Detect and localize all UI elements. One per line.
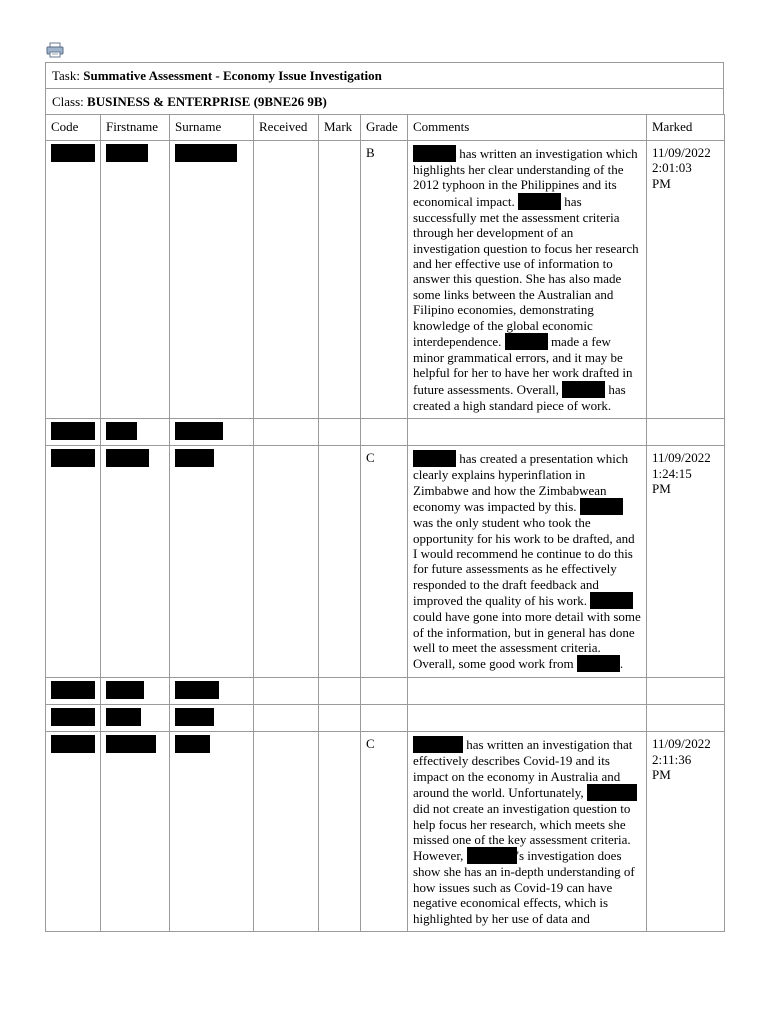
- redacted-name: [587, 784, 637, 801]
- printer-icon[interactable]: [46, 42, 64, 58]
- task-info-table: [45, 62, 724, 115]
- comment-cell: [408, 678, 647, 705]
- table-row: [46, 705, 725, 732]
- firstname-cell: [101, 732, 170, 932]
- marked-time: 2:11:36: [652, 751, 692, 767]
- comment-cell: [408, 705, 647, 732]
- table-row: [46, 678, 725, 705]
- class-label: Class:: [52, 94, 84, 109]
- comment-text: has written an investigation that effectively describes Covid-19 and its impact on the economy in Australia and around the world. Unfortunately,: [413, 737, 633, 801]
- mark-cell: [319, 678, 361, 705]
- received-cell: [254, 141, 319, 419]
- surname-cell: [170, 678, 254, 705]
- comment-text: has successfully met the assessment criteria through her development of an investigation question to focus her research and her effective use of information to answer this question. She has also made some links between the Australian and Filipino economies, demonstrating knowledge of the global economic interdependence.: [413, 193, 639, 350]
- grade-cell: [361, 419, 408, 446]
- code-cell: [46, 732, 101, 932]
- comment-text: did not create an investigation question to help focus her research, which meets she missed one of the key assessment criteria. However,: [413, 801, 631, 864]
- redacted-name: [505, 333, 548, 350]
- received-cell: [254, 446, 319, 678]
- redacted-code: [51, 422, 95, 440]
- table-row: [46, 446, 725, 678]
- comment-text: has created a presentation which clearly explains hyperinflation in Zimbabwe and how the Zimbabwean economy was impacted by this.: [413, 451, 629, 515]
- col-header-grade[interactable]: Grade: [361, 115, 408, 141]
- marked-cell: [647, 678, 725, 705]
- redacted-name: [577, 655, 620, 672]
- marked-date: 11/09/2022: [652, 450, 711, 466]
- firstname-cell: [101, 678, 170, 705]
- col-header-received[interactable]: Received: [254, 115, 319, 141]
- results-table: [45, 114, 725, 932]
- mark-cell: [319, 705, 361, 732]
- marked-time: 1:24:15: [652, 465, 692, 481]
- marked-ampm: PM: [652, 175, 671, 191]
- grade-cell: C: [361, 446, 408, 678]
- page-cutoff: [0, 988, 768, 1024]
- redacted-firstname: [106, 144, 148, 162]
- redacted-surname: [175, 422, 223, 440]
- marked-date: 11/09/2022: [652, 145, 711, 160]
- received-cell: [254, 732, 319, 932]
- comment-text: has written an investigation which highlights her clear understanding of the 2012 typhoon in the Philippines and its economical impact.: [413, 146, 638, 209]
- redacted-firstname: [106, 735, 156, 753]
- task-title: Summative Assessment - Economy Issue Investigation: [83, 68, 382, 83]
- col-header-surname[interactable]: Surname: [170, 115, 254, 141]
- marked-cell: [647, 732, 725, 932]
- surname-cell: [170, 732, 254, 932]
- comment-text: 's investigation does show she has an in-depth understanding of how issues such as Covid-19 can have negative economical effects, which is highlighted by her use of data and: [413, 848, 635, 926]
- mark-cell: [319, 732, 361, 932]
- received-cell: [254, 705, 319, 732]
- col-header-code[interactable]: Code: [46, 115, 101, 141]
- firstname-cell: [101, 141, 170, 419]
- marked-date: 11/09/2022: [652, 736, 711, 752]
- redacted-code: [51, 681, 95, 699]
- redacted-name: [518, 193, 561, 210]
- redacted-firstname: [106, 449, 149, 467]
- received-cell: [254, 678, 319, 705]
- grade-cell: B: [361, 141, 408, 419]
- class-cell: [46, 89, 724, 115]
- redacted-surname: [175, 735, 210, 753]
- comment-cell: [408, 419, 647, 446]
- marked-cell: [647, 705, 725, 732]
- redacted-name: [413, 736, 463, 753]
- redacted-code: [51, 735, 95, 753]
- surname-cell: [170, 446, 254, 678]
- comment-text: .: [619, 656, 624, 672]
- comment-cell: [408, 141, 647, 419]
- comment-cell: [408, 732, 647, 932]
- marked-time: 2:01:03: [652, 160, 692, 176]
- code-cell: [46, 705, 101, 732]
- task-label: Task:: [52, 68, 80, 83]
- redacted-surname: [175, 681, 219, 699]
- redacted-code: [51, 144, 95, 162]
- code-cell: [46, 446, 101, 678]
- code-cell: [46, 141, 101, 419]
- comment-text: made a few minor grammatical errors, and it may be helpful for her to have her work drafted in future assessments. Overall,: [413, 334, 633, 397]
- redacted-surname: [175, 144, 237, 162]
- table-row: [46, 141, 725, 419]
- redacted-firstname: [106, 708, 141, 726]
- mark-cell: [319, 141, 361, 419]
- comment-cell: [408, 446, 647, 678]
- task-cell: [46, 63, 724, 89]
- firstname-cell: [101, 419, 170, 446]
- table-row: [46, 419, 725, 446]
- redacted-name: [413, 450, 456, 467]
- redacted-name: [590, 592, 633, 609]
- class-title: BUSINESS & ENTERPRISE (9BNE26 9B): [87, 94, 327, 109]
- marked-cell: [647, 446, 725, 678]
- marked-cell: [647, 141, 725, 419]
- code-cell: [46, 419, 101, 446]
- grade-cell: [361, 678, 408, 705]
- grade-cell: [361, 705, 408, 732]
- redacted-code: [51, 449, 95, 467]
- comment-text: has created a high standard piece of work.: [413, 381, 626, 413]
- redacted-firstname: [106, 681, 144, 699]
- table-row: [46, 732, 725, 932]
- header-row: [46, 115, 725, 141]
- surname-cell: [170, 419, 254, 446]
- surname-cell: [170, 705, 254, 732]
- comment-text: could have gone into more detail with some of the information, but in general has done well to meet the assessment criteria. Overall, some good work from: [413, 609, 641, 672]
- redacted-name: [467, 847, 517, 864]
- col-header-mark[interactable]: Mark: [319, 115, 361, 141]
- col-header-marked[interactable]: Marked: [647, 115, 725, 141]
- redacted-surname: [175, 708, 214, 726]
- redacted-name: [562, 381, 605, 398]
- mark-cell: [319, 446, 361, 678]
- col-header-firstname[interactable]: Firstname: [101, 115, 170, 141]
- comment-text: was the only student who took the opportunity for his work to be drafted, and I would recommend he continue to do this for future assessments as he effectively responded to the draft feedback and improved the quality of his work.: [413, 515, 635, 609]
- marked-cell: [647, 419, 725, 446]
- firstname-cell: [101, 446, 170, 678]
- surname-cell: [170, 141, 254, 419]
- redacted-firstname: [106, 422, 137, 440]
- redacted-code: [51, 708, 95, 726]
- marked-ampm: PM: [652, 767, 671, 783]
- received-cell: [254, 419, 319, 446]
- redacted-name: [580, 498, 623, 515]
- grade-cell: C: [361, 732, 408, 932]
- firstname-cell: [101, 705, 170, 732]
- mark-cell: [319, 419, 361, 446]
- redacted-name: [413, 145, 456, 162]
- marked-ampm: PM: [652, 481, 671, 497]
- code-cell: [46, 678, 101, 705]
- col-header-comments[interactable]: Comments: [408, 115, 647, 141]
- redacted-surname: [175, 449, 214, 467]
- assessment-report: [45, 62, 724, 932]
